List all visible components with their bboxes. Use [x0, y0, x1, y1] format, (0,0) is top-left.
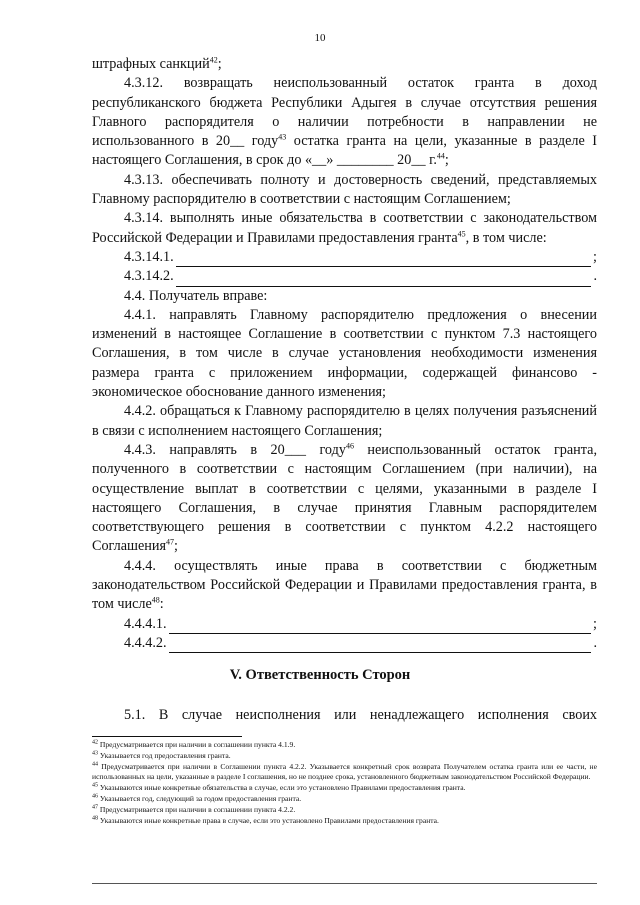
footnote-ref: 48 — [151, 595, 160, 605]
fill-line-4-3-14-1: 4.3.14.1. ; — [92, 248, 597, 267]
section-title: V. Ответственность Сторон — [229, 667, 411, 683]
footnote-separator — [92, 736, 242, 737]
fill-line-4-4-4-2: 4.4.4.2. . — [92, 634, 597, 653]
footnote: $^{45}$ Указываются иные конкретные обязательства в случае, если это установлено Правилами предоставления гранта. — [92, 782, 466, 793]
paragraph-4-3-13: 4.3.13. обеспечивать полноту и достоверность сведений, представляемых Главному распорядителю в соответствии с настоящим Соглашением; — [92, 171, 597, 208]
footnote: $^{47}$ Предусматривается при наличии в соглашении пункта 4.2.2. — [92, 804, 296, 814]
blank-line — [176, 274, 592, 287]
section-5-1-text: 5.1. В случае неисполнения или ненадлежащего исполнения своих — [124, 707, 597, 723]
footnote: $^{44}$ Предусматривается при наличии в Соглашении пункта 4.2.2. Указывается конкретный срок возврата Получателем остатка гранта или ее части, не использованных на цели, указанные в разделе I соглашения, но не позднее срока, установленного бюджетным законодательством Российской Федерации. — [92, 761, 597, 782]
page-bottom-rule — [92, 883, 597, 884]
paragraph-4-4-1: 4.4.1. направлять Главному распорядителю предложения о внесении изменений в настоящее Соглашение в соответствии с пунктом 7.3 настоящего Соглашения, в том числе в случае установления необходимости изменения размера гранта с приложением информации, содержащей финансово - экономическое обоснование данного изменения; — [92, 306, 597, 401]
blank-line — [176, 254, 591, 267]
paragraph-4-4-3: 4.4.3. направлять в 20___ году$^{46}$ неиспользованный остаток гранта, полученного в соответствии с настоящим Соглашением (при наличии), на осуществление выплат в соответствии с целями, указанными в разделе I настоящего Соглашения, в случае принятия Главным распорядителем соответствующего решения в соответствии с пунктом 4.2.2 настоящего Соглашения$^{47}$; — [92, 441, 597, 555]
fill-line-4-3-14-2: 4.3.14.2. . — [92, 267, 597, 286]
paragraph-4-4: 4.4. Получатель вправе: — [124, 287, 268, 304]
paragraph-tail: штрафных санкций$^{42}$; — [92, 55, 222, 72]
paragraph-4-4-2: 4.4.2. обращаться к Главному распорядителю в целях получения разъяснений в связи с исполнением настоящего Соглашения; — [92, 403, 597, 439]
page-number: 10 — [314, 32, 326, 44]
document-body — [92, 55, 597, 653]
footnote-ref: 43 — [278, 132, 287, 142]
footnote-ref: 46 — [345, 441, 354, 451]
footnote: $^{48}$ Указываются иные конкретные права в случае, если это установлено Правилами предоставления гранта. — [92, 815, 439, 825]
footnote-ref: 44 — [436, 151, 445, 161]
footnote: $^{46}$ Указывается год, следующий за годом предоставления гранта. — [92, 793, 302, 803]
paragraph-4-4-4: 4.4.4. осуществлять иные права в соответствии с бюджетным законодательством Российской Федерации и Правилами предоставления гранта, в том числе$^{48}$: — [92, 557, 597, 613]
footnote: $^{43}$ Указывается год предоставления гранта. — [92, 750, 231, 760]
blank-line — [169, 621, 591, 634]
paragraph-4-3-14: 4.3.14. выполнять иные обязательства в соответствии с законодательством Российской Федерации и Правилами предоставления гранта$^{45}$, в том числе: — [92, 210, 597, 246]
footnote-ref: 45 — [457, 228, 466, 238]
blank-line — [169, 640, 592, 653]
footnotes — [92, 740, 597, 826]
footnote-ref: 42 — [209, 55, 218, 65]
footnote: $^{42}$ Предусматривается при наличии в соглашении пункта 4.1.9. — [92, 739, 296, 749]
fill-line-4-4-4-1: 4.4.4.1. ; — [92, 615, 597, 634]
paragraph-4-3-12: 4.3.12. возвращать неиспользованный остаток гранта в доход республиканского бюджета Республики Адыгея в случае отсутствия решения Главного распорядителя о наличии потребности в направлении не использованного в 20__ году$^{43}$ остатка гранта на цели, указанные в разделе I настоящего Соглашения, в срок до «__» ________ 20__ г.$^{44}$; — [92, 75, 597, 169]
footnote-ref: 47 — [165, 537, 174, 547]
